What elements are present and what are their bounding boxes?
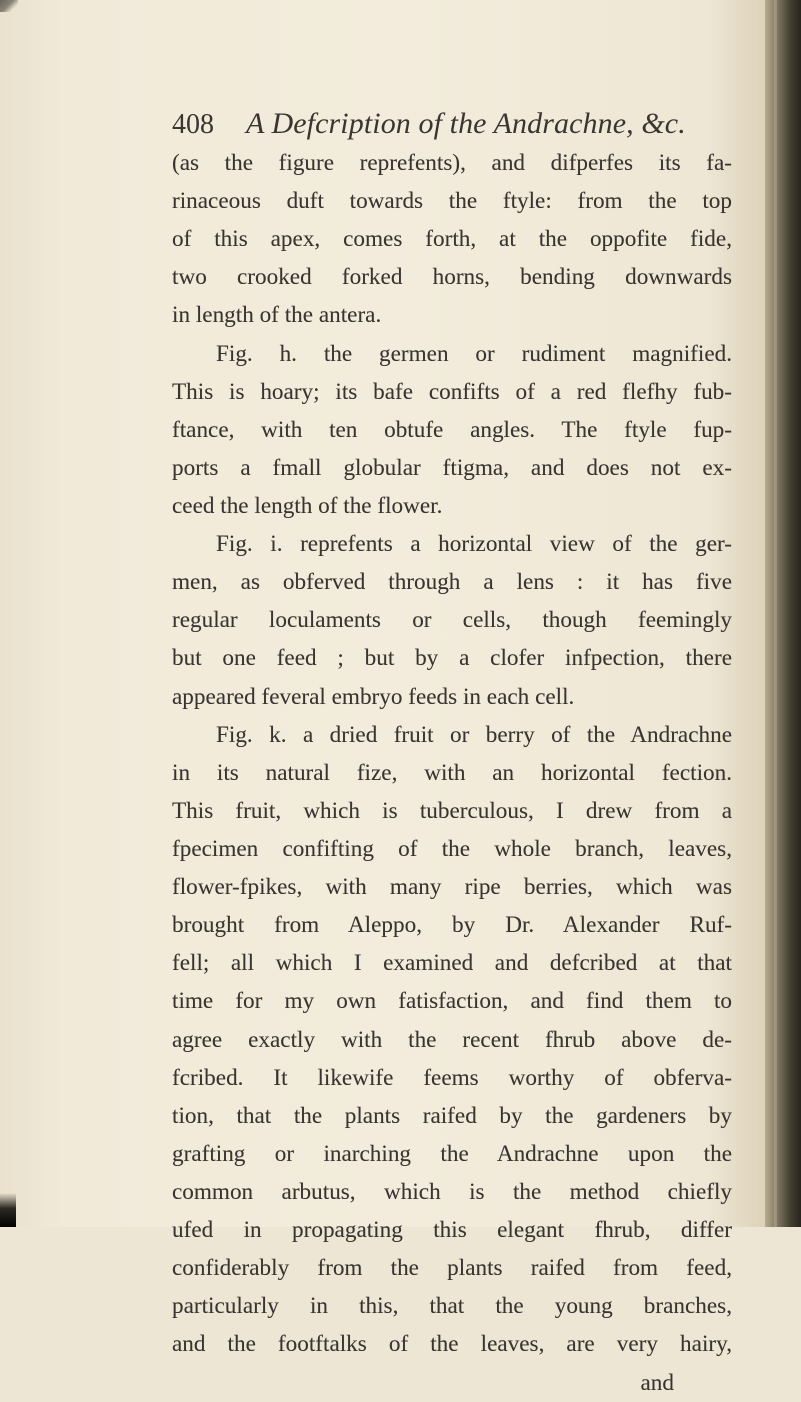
- text-line: confiderably from the plants raifed from feed,: [172, 1255, 732, 1282]
- text-line: in its natural fize, with an horizontal fection.: [172, 759, 732, 786]
- page-binding-edge: [765, 0, 801, 1227]
- text-line: grafting or inarching the Andrachne upon the: [172, 1140, 732, 1167]
- text-block: [172, 108, 732, 1402]
- text-line: brought from Aleppo, by Dr. Alexander Ruf-: [172, 912, 732, 939]
- page-corner-shadow: [0, 0, 18, 12]
- text-line: and: [640, 1369, 674, 1396]
- text-line: of this apex, comes forth, at the oppofite fide,: [172, 226, 732, 253]
- text-line: common arbutus, which is the method chiefly: [172, 1178, 732, 1205]
- text-line: This is hoary; its bafe confifts of a red flefhy fub-: [172, 378, 732, 405]
- text-line: ftance, with ten obtufe angles. The ftyle fup-: [172, 416, 732, 443]
- text-lines: [172, 144, 732, 1402]
- text-line: ports a fmall globular ftigma, and does not ex-: [172, 454, 732, 481]
- text-line: appeared feveral embryo feeds in each cell.: [172, 683, 575, 710]
- text-line: particularly in this, that the young branches,: [172, 1293, 732, 1320]
- text-line: agree exactly with the recent fhrub above de-: [172, 1026, 732, 1053]
- text-line: regular loculaments or cells, though feemingly: [172, 607, 732, 634]
- text-line: fell; all which I examined and defcribed at that: [172, 950, 732, 977]
- text-line: Fig. h. the germen or rudiment magnified.: [216, 340, 732, 367]
- text-line: time for my own fatisfaction, and find them to: [172, 988, 732, 1015]
- text-line: Fig. k. a dried fruit or berry of the Andrachne: [216, 721, 732, 748]
- running-head: [172, 108, 732, 140]
- text-line: fcribed. It likewife feems worthy of obferva-: [172, 1064, 732, 1091]
- text-line: two crooked forked horns, bending downwards: [172, 264, 732, 291]
- text-line: Fig. i. reprefents a horizontal view of the ger-: [216, 531, 732, 558]
- text-line: men, as obferved through a lens : it has five: [172, 569, 732, 596]
- running-head-title: A Defcription of the Andrachne, &c.: [246, 108, 686, 140]
- page-number: 408: [172, 109, 214, 140]
- text-line: ceed the length of the flower.: [172, 492, 443, 519]
- text-line: tion, that the plants raifed by the gardeners by: [172, 1102, 732, 1129]
- text-line: rinaceous duft towards the ftyle: from the top: [172, 188, 732, 215]
- text-line: (as the figure reprefents), and difperfes its fa-: [172, 150, 732, 176]
- text-line: flower-fpikes, with many ripe berries, which was: [172, 874, 732, 901]
- text-line: in length of the antera.: [172, 302, 382, 329]
- page-bottom-edge-mark: [0, 1193, 16, 1227]
- text-line: and the footftalks of the leaves, are very hairy,: [172, 1331, 732, 1358]
- text-line: This fruit, which is tuberculous, I drew from a: [172, 797, 732, 824]
- text-line: ufed in propagating this elegant fhrub, differ: [172, 1217, 732, 1244]
- text-line: fpecimen confifting of the whole branch, leaves,: [172, 835, 732, 862]
- text-line: but one feed ; but by a clofer infpection, there: [172, 645, 732, 672]
